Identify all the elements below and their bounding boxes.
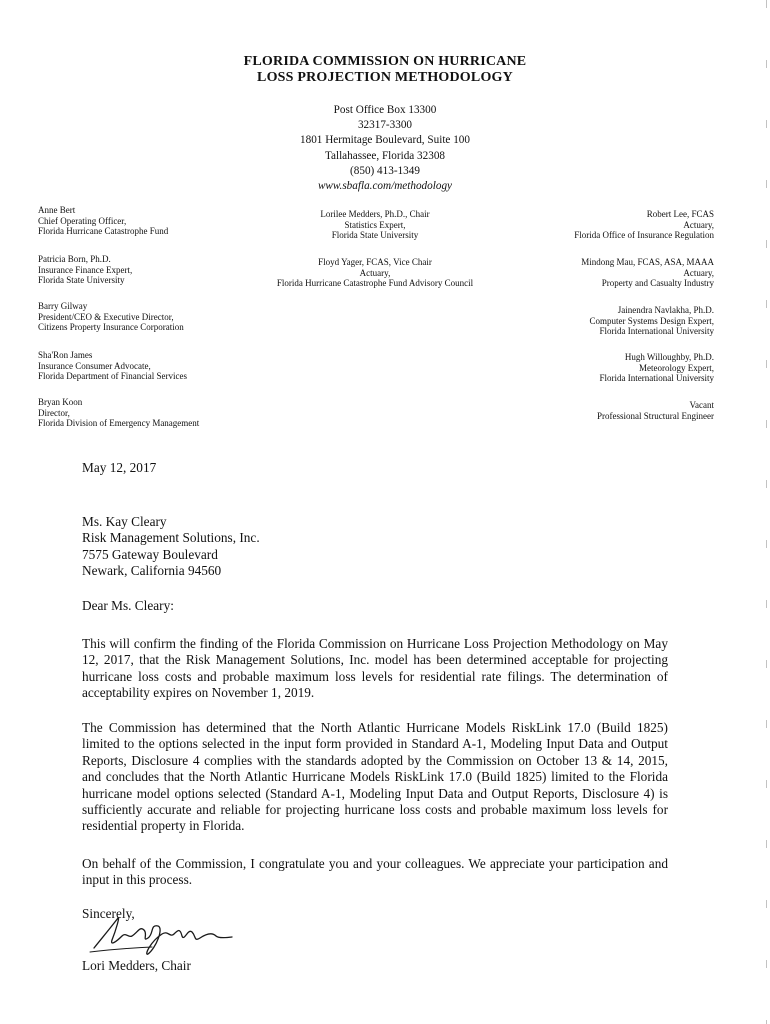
member-org: Florida International University <box>599 373 714 384</box>
member-org: Florida Office of Insurance Regulation <box>574 230 714 241</box>
address-street: 1801 Hermitage Boulevard, Suite 100 <box>300 134 470 147</box>
member-name: Floyd Yager, FCAS, Vice Chair <box>318 257 432 267</box>
member-org: Florida Division of Emergency Management <box>38 418 200 429</box>
member-role: Chief Operating Officer, <box>38 215 127 226</box>
letter-date: May 12, 2017 <box>82 460 157 475</box>
member-role: President/CEO & Executive Director, <box>38 311 174 322</box>
member-barry-gilway <box>38 301 184 333</box>
member-name: Robert Lee, FCAS <box>646 209 714 219</box>
member-org: Florida State University <box>331 230 419 241</box>
member-name: Bryan Koon <box>38 397 83 407</box>
address-phone: (850) 413-1349 <box>350 164 420 177</box>
member-org: Florida Hurricane Catastrophe Fund Advisory Council <box>276 278 474 289</box>
member-anne-bert <box>38 205 168 237</box>
member-org: Florida Hurricane Catastrophe Fund <box>38 226 169 237</box>
member-patricia-born <box>38 254 132 286</box>
member-name: Mindong Mau, FCAS, ASA, MAAA <box>581 257 714 267</box>
member-vacant-seat <box>597 400 714 421</box>
member-name: Sha'Ron James <box>38 350 93 360</box>
member-robert-lee <box>574 209 714 241</box>
salutation: Dear Ms. Cleary: <box>82 598 174 613</box>
member-sharon-james <box>38 350 187 382</box>
handwritten-signature <box>88 908 248 958</box>
recipient-company: Risk Management Solutions, Inc. <box>82 530 260 546</box>
letterhead-address <box>0 103 770 194</box>
address-po-box: Post Office Box 13300 <box>333 104 437 116</box>
member-role: Statistics Expert, <box>344 219 406 230</box>
member-name: Lorilee Medders, Ph.D., Chair <box>320 209 430 219</box>
member-hugh-willoughby <box>600 352 714 384</box>
member-name: Vacant <box>689 400 714 410</box>
recipient-city: Newark, California 94560 <box>82 563 222 579</box>
address-zip: 32317-3300 <box>357 119 413 132</box>
member-role: Insurance Finance Expert, <box>38 264 133 275</box>
body-paragraph-1: This will confirm the finding of the Florida Commission on Hurricane Loss Projection Methodology on May 12, 2017, that the Risk Management Solutions, Inc. model has been determined acceptable for projecting hurricane loss costs and probable maximum loss levels for residential rate filings. The determination of acceptability expires on November 1, 2019. <box>82 636 668 701</box>
member-role: Computer Systems Design Expert, <box>589 315 714 326</box>
member-role: Professional Structural Engineer <box>597 410 714 421</box>
member-org: Property and Casualty Industry <box>601 278 714 289</box>
member-org: Florida International University <box>599 326 714 337</box>
address-website: www.sbafla.com/methodology <box>317 180 453 193</box>
member-name: Jainendra Navlakha, Ph.D. <box>617 305 714 315</box>
member-jainendra-navlakha <box>590 305 715 337</box>
member-lorilee-medders <box>240 209 510 241</box>
closing: Sincerely, <box>82 906 135 921</box>
letterhead-title <box>0 54 770 86</box>
body-paragraph-3: On behalf of the Commission, I congratulate you and your colleagues. We appreciate your participation and input in this process. <box>82 856 668 888</box>
member-role: Meteorology Expert, <box>639 362 714 373</box>
member-org: Florida Department of Financial Services <box>38 371 187 382</box>
member-role: Director, <box>38 407 70 418</box>
member-role: Actuary, <box>359 267 391 278</box>
signer-name: Lori Medders, Chair <box>82 958 191 973</box>
letterhead-title-line1: FLORIDA COMMISSION ON HURRICANE <box>243 54 527 69</box>
member-org: Citizens Property Insurance Corporation <box>38 322 184 333</box>
recipient-name: Ms. Kay Cleary <box>82 514 167 529</box>
member-org: Florida State University <box>38 275 125 286</box>
member-name: Hugh Willoughby, Ph.D. <box>624 352 714 362</box>
member-name: Patricia Born, Ph.D. <box>38 254 111 264</box>
member-bryan-koon <box>38 397 199 429</box>
recipient-street: 7575 Gateway Boulevard <box>82 546 218 562</box>
member-name: Barry Gilway <box>38 301 88 311</box>
member-role: Insurance Consumer Advocate, <box>38 360 151 371</box>
member-name: Anne Bert <box>38 205 76 215</box>
member-floyd-yager <box>240 257 510 289</box>
recipient-address <box>82 514 668 580</box>
member-role: Actuary, <box>683 267 714 278</box>
body-paragraph-2: The Commission has determined that the North Atlantic Hurricane Models RiskLink 17.0 (Build 1825) limited to the options selected in the input form provided in Standard A-1, Modeling Input Data and Output Reports, Disclosure 4 complies with the standards adopted by the Commission on October 13 & 14, 2015, and concludes that the North Atlantic Hurricane Models RiskLink 17.0 (Build 1825) limited to the Florida hurricane model options selected (Standard A-1, Modeling Input Data and Output Reports, Disclosure 4) is sufficiently accurate and reliable for projecting hurricane loss costs and probable maximum loss levels for residential property in Florida. <box>82 720 668 834</box>
member-mindong-mau <box>581 257 714 289</box>
letterhead-title-line2: LOSS PROJECTION METHODOLOGY <box>257 70 513 85</box>
member-role: Actuary, <box>683 219 714 230</box>
address-city: Tallahassee, Florida 32308 <box>324 149 446 162</box>
